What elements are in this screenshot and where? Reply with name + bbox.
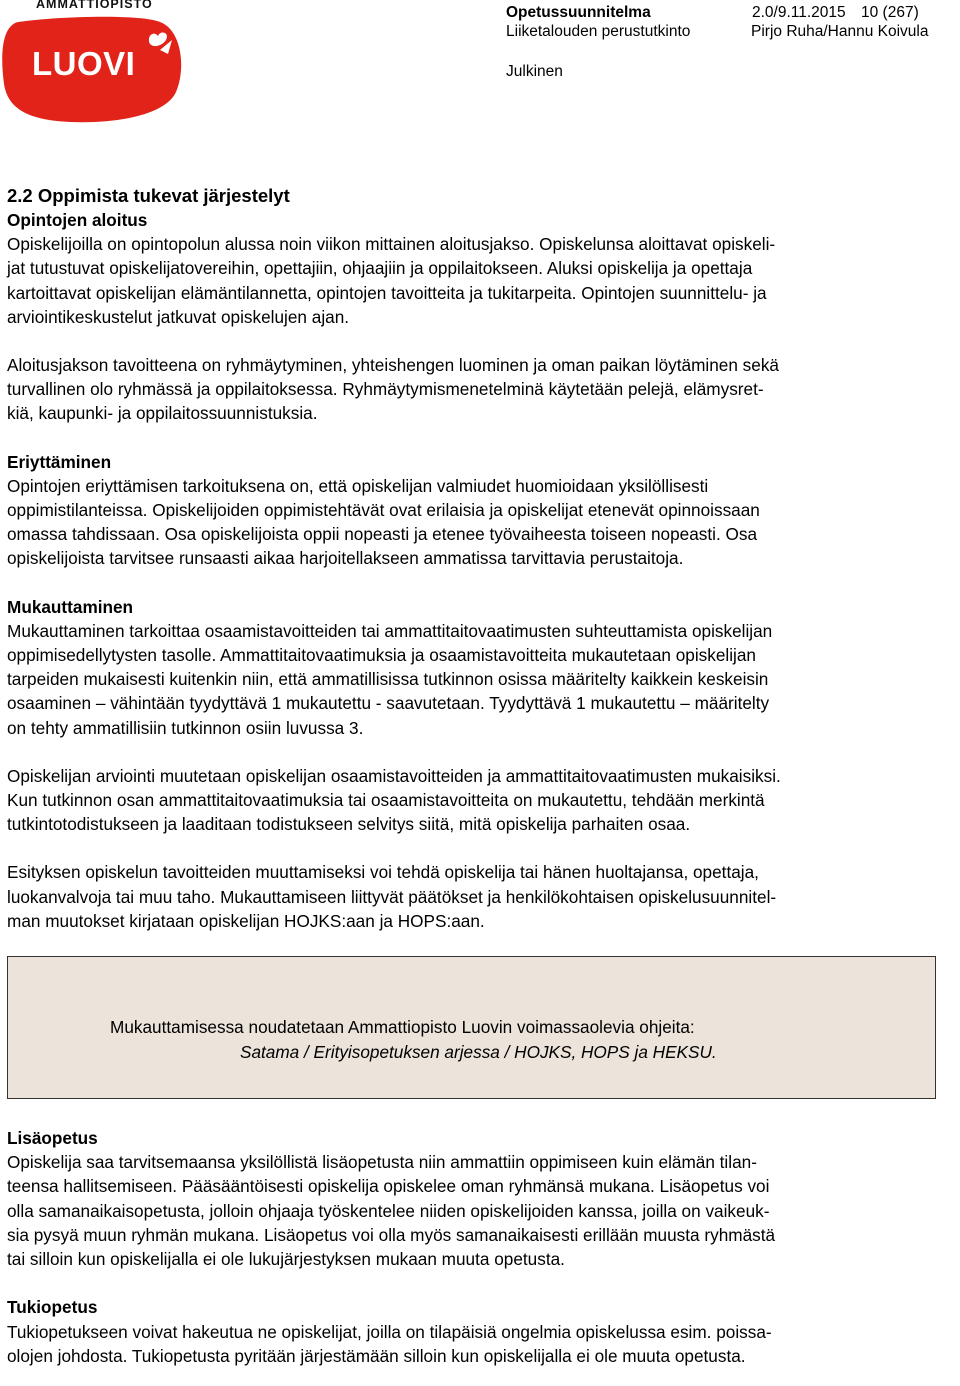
text-line: Opiskelijan arviointi muutetaan opiskelijan osaamistavoitteiden ja ammattitaitovaatimusten mukaisiksi.: [7, 765, 781, 786]
text-line: on tehty ammatillisiin tutkinnon osiin luvussa 3.: [7, 717, 364, 738]
text-line: osaaminen – vähintään tyydyttävä 1 mukautettu - saavutetaan. Tyydyttävä 1 mukautettu – määritelty: [7, 693, 770, 714]
text-line: Opintojen eriyttämisen tarkoituksena on, että opiskelijan valmiudet huomioidaan yksilöllisesti: [7, 475, 709, 496]
text-line: oppimistilanteissa. Opiskelijoiden oppimistehtävät ovat erilaisia ja opiskelijat etenevät opinnoissaan: [7, 500, 760, 521]
text-line: Opiskelijoilla on opintopolun alussa noin viikon mittainen aloitusjakso. Opiskelunsa aloittavat opiskeli-: [7, 234, 776, 255]
text-line: kartoittavat opiskelijan elämäntilannetta, opintojen tavoitteita ja tukitarpeita. Opintojen suunnittelu- ja: [7, 282, 767, 303]
luovi-logo: [0, 0, 190, 125]
heading-lisaopetus: Lisäopetus: [7, 1128, 98, 1149]
text-line: Kun tutkinnon osan ammattitaitovaatimuksia tai osaamistavoitteita on mukautettu, tehdään merkintä: [7, 790, 765, 811]
text-line: olojen johdosta. Tukiopetusta pyritään järjestämään silloin kun opiskelijalla ei ole muuta opetusta.: [7, 1345, 746, 1366]
heading-tukiopetus: Tukiopetus: [7, 1297, 98, 1318]
page-number: 10 (267): [861, 4, 919, 21]
text-line: arviointikeskustelut jatkuvat opiskelujen ajan.: [7, 306, 350, 327]
text-line: tutkintotodistukseen ja laaditaan todistukseen selvitys siitä, mitä opiskelija parhaiten osaa.: [7, 814, 691, 835]
text-line: opiskelijoista tarvitsee runsaasti aikaa harjoitellakseen ammatissa tarvittavia perustaitoja.: [7, 548, 684, 569]
text-line: man muutokset kirjataan opiskelijan HOJKS:aan ja HOPS:aan.: [7, 910, 485, 931]
page-header: [0, 0, 960, 130]
text-line: Aloitusjakson tavoitteena on ryhmäytyminen, yhteishengen luominen ja oman paikan löytäminen sekä: [7, 355, 779, 376]
text-line: Opiskelija saa tarvitsemaansa yksilöllistä lisäopetusta niin ammattiin oppimiseen kuin elämän tilan-: [7, 1152, 757, 1173]
classification-label: Julkinen: [506, 63, 563, 80]
text-line: teensa hallitsemiseen. Pääsääntöisesti opiskelija opiskelee oman ryhmänsä mukana. Lisäopetus voi: [7, 1176, 770, 1197]
spacer: [7, 426, 959, 450]
text-line: luokanvalvoja tai muu taho. Mukauttamiseen liittyvät päätökset ja henkilökohtaisen opiskelusuunnitel-: [7, 886, 777, 907]
text-line: tarpeiden mukaisesti kuitenkin niin, että ammatillisissa tutkinnon osissa määritelty kaikkein keskeisin: [7, 669, 769, 690]
heading-mukauttaminen: Mukauttaminen: [7, 596, 134, 617]
logo-wordmark: LUOVI: [32, 45, 136, 82]
text-line: tai silloin kun opiskelijalla ei ole lukujärjestyksen mukaan muuta opetusta.: [7, 1249, 565, 1270]
spacer: [7, 329, 959, 353]
text-line: jat tutustuvat opiskelijatovereihin, opettajiin, ohjaajiin ja oppilaitokseen. Aluksi opiskelija ja opettaja: [7, 258, 753, 279]
note-line: Mukauttamisessa noudatetaan Ammattiopisto Luovin voimassaolevia ohjeita:: [110, 1017, 695, 1038]
spacer: [7, 571, 959, 595]
document-authors: Pirjo Ruha/Hannu Koivula: [751, 23, 929, 40]
spacer: [7, 740, 959, 764]
text-line: kiä, kaupunki- ja oppilaitossuunnistuksia.: [7, 403, 318, 424]
text-line: olla samanaikaisopetusta, jolloin ohjaaja työskentelee niiden opiskelijoiden kanssa, joilla on vaikeuk-: [7, 1200, 770, 1221]
spacer: [7, 836, 959, 860]
heading-aloitus: Opintojen aloitus: [7, 210, 148, 230]
guideline-note-box: [7, 956, 936, 1099]
text-line: oppimisedellytysten tasolle. Ammattitaitovaatimuksia ja osaamistavoitteita mukautetaan opiskelijan: [7, 645, 756, 666]
note-reference-path: Satama / Erityisopetuksen arjessa / HOJKS, HOPS ja HEKSU.: [240, 1042, 717, 1063]
text-line: Esityksen opiskelun tavoitteiden muuttamiseksi voi tehdä opiskelija tai hänen huoltajansa, opettaja,: [7, 862, 759, 883]
document-subtitle: Liiketalouden perustutkinto: [506, 23, 691, 40]
section-title: 2.2 Oppimista tukevat järjestelyt: [7, 185, 290, 206]
text-line: sia pysyä muun ryhmän mukana. Lisäopetus voi olla myös samanaikaisesti erillään muusta ryhmästä: [7, 1224, 776, 1245]
document-body: [7, 184, 959, 1368]
text-line: Mukauttaminen tarkoittaa osaamistavoitteiden tai ammattitaitovaatimusten suhteuttamista opiskelijan: [7, 620, 773, 641]
text-line: omassa tahdissaan. Osa opiskelijoista oppii nopeasti ja etenee työvaiheesta toiseen nopeasti. Osa: [7, 524, 758, 545]
logo-top-text: AMMATTIOPISTO: [36, 0, 153, 11]
document-date: 2.0/9.11.2015: [752, 4, 846, 21]
document-title: Opetussuunnitelma: [506, 4, 651, 21]
text-line: Tukiopetukseen voivat hakeutua ne opiskelijat, joilla on tilapäisiä ongelmia opiskelussa esim. poissa-: [7, 1321, 772, 1342]
text-line: turvallinen olo ryhmässä ja oppilaitoksessa. Ryhmäytymismenetelminä käytetään pelejä, elämysret-: [7, 379, 764, 400]
heading-eriyttaminen: Eriyttäminen: [7, 451, 112, 472]
spacer: [7, 1271, 959, 1295]
